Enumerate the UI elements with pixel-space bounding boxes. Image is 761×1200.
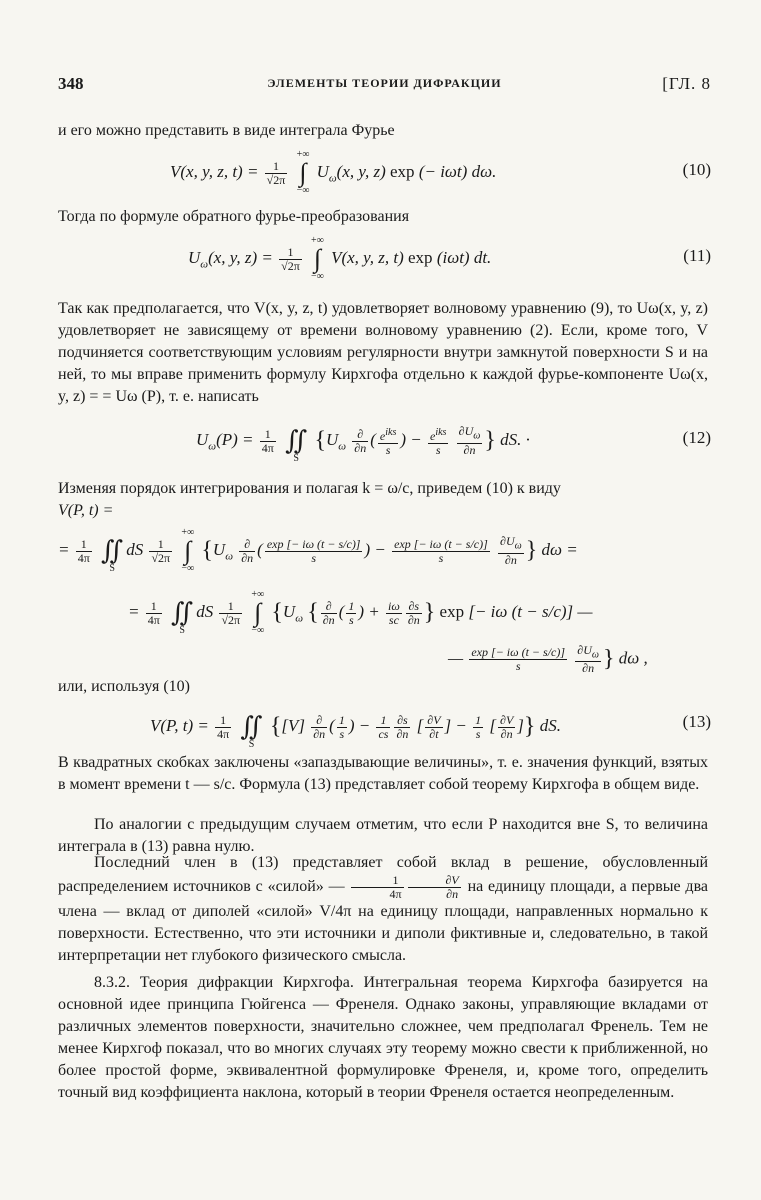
- vpt-label: V(P, t) =: [58, 502, 114, 519]
- equation-10: V(x, y, z, t) = $\frac{1}{√2\pi}$ +∞ ∫ −∞ $U_\omega(x$, y, z) exp (− iωt) dω.: [170, 149, 497, 196]
- running-header: [58, 74, 711, 96]
- derivation-line-1: = $\frac{1}{4\pi}$ ∬ SdS $\frac{1}{√2\pi}$ +∞ ∫ −∞ {$U_\omega$ $\frac{\partial}{\partial n}$ ( $\frac{\exp [- i\omega (t - s/c)]}{s}$ ) − $\frac{\exp [- i\omega (t - s/c)]}{s}$ $\frac{\partial U_\omega}{\partial n}$ } dω =: [58, 527, 578, 574]
- last-term-paragraph: Последний член в (13) представляет собой вклад в решение, обусловленный распределением источников с «силой» — $\frac{1}{4\pi}$ $\frac{\partial V}{\partial n}$ на единицу площади, а первые два члена — вклад от диполей «силой» V/4π на единицу площади, направленных нормально к поверхности. Естественно, что эти источники и диполи фиктивные и, следовательно, в такой интерпретации нет глубокого физического смысла.: [58, 854, 709, 964]
- equation-10-number: (10): [682, 160, 711, 179]
- last-term-text-3: первые два члена — вклад от диполей «силой» V/4π на единицу площади, направленных нормально к поверхности. Естественно, что эти источники и диполи фиктивные и, следовательно, в такой интерпретации нет глубокого физического смысла.: [58, 878, 709, 964]
- equation-12-number: (12): [682, 428, 711, 447]
- equation-12: $U_\omega(P)$ = $\frac{1}{4\pi}$ ∬ S {$U_\omega$ $\frac{\partial}{\partial n}$ ( $\frac{e^{iks}}{s}$ ) − $\frac{e^{iks}}{s}$ $\frac{\partial U_\omega}{\partial n}$ } dS. ·: [196, 424, 530, 464]
- equation-13: V(P, t) = $\frac{1}{4\pi}$ ∬ S {[V] $\frac{\partial}{\partial n}$ ( $\frac{1}{s}$ ) − $\frac{1}{cs}$ $\frac{\partial s}{\partial n}$ [ $\frac{\partial V}{\partial t}$ ] − $\frac{1}{s}$ [ $\frac{\partial V}{\partial n}$ ]} dS.: [150, 712, 561, 750]
- or-using-text: или, используя (10): [58, 678, 191, 695]
- last-term-text-1: Последний член в (13) представляет собой вклад в решение, обусловленный распределением источников с «силой» —: [58, 854, 708, 896]
- equation-11: $U_\omega(x$, y, z) = $\frac{1}{√2\pi}$ +∞ ∫ −∞ V(x, y, z, t) exp (iωt) dt.: [188, 235, 492, 282]
- derivation-line-3: — $\frac{\exp [- i\omega (t - s/c)]}{s}$ $\frac{\partial U_\omega}{\partial n}$ } dω ,: [448, 643, 648, 676]
- assumption-paragraph: Так как предполагается, что V(x, y, z, t) удовлетворяет волновому уравнению (9), то Uω(x, y, z) удовлетворяет не зависящему от времени волновому уравнению (2). Если, кроме того, V подчиняется соответствующим условиям регулярности внутри замкнутой поверхности S и на ней, то мы вправе применить формулу Кирхгофа отдельно к каждой фурье-компоненте Uω(x, y, z) = = Uω (P), т. е. написать: [58, 300, 708, 405]
- change-order-text: Изменяя порядок интегрирования и полагая k = ω/c, приведем (10) к виду: [58, 480, 561, 497]
- source-strength-fraction: $\frac{1}{4\pi}$: [351, 874, 403, 901]
- brackets-paragraph: В квадратных скобках заключены «запаздывающие величины», т. е. значения функций, взятых в момент времени t — s/c. Формула (13) представляет собой теорему Кирхгофа в общем виде.: [58, 754, 708, 793]
- intro-text: и его можно представить в виде интеграла Фурье: [58, 122, 395, 139]
- analogy-paragraph: По аналогии с предыдущим случаем отметим, что если P находится вне S, то величина интеграла в (13) равна нулю.: [58, 816, 708, 855]
- page-number: 348: [58, 74, 84, 93]
- equation-11-number: (11): [683, 246, 711, 265]
- running-title: ЭЛЕМЕНТЫ ТЕОРИИ ДИФРАКЦИИ: [267, 76, 502, 90]
- section-8-3-2-paragraph: 8.3.2. Теория дифракции Кирхгофа. Интегральная теорема Кирхгофа базируется на основной идее принципа Гюйгенса — Френеля. Однако законы, управляющие вкладами от различных элементов поверхности, значительно сложнее, чем предполагал Френель. Тем не менее Кирхгоф показал, что во многих случаях эту теорему можно свести к приближенной, но более простой форме, эквивалентной формулировке Френеля, и, кроме того, определить точный вид коэффициента наклона, который в теории Френеля остается неопределенным.: [58, 974, 708, 1101]
- equation-13-number: (13): [682, 712, 711, 731]
- last-term-text-2: на единицу площади, а: [467, 878, 627, 896]
- derivation-line-2: = $\frac{1}{4\pi}$ ∬ SdS $\frac{1}{√2\pi}$ +∞ ∫ −∞ {$U_\omega$ { $\frac{\partial}{\partial n}$ ( $\frac{1}{s}$ ) + $\frac{i\omega}{sc}$ $\frac{\partial s}{\partial n}$ } exp [− iω (t − s/c)] —: [128, 589, 593, 636]
- inverse-transform-text: Тогда по формуле обратного фурье-преобразования: [58, 208, 410, 225]
- chapter-label: [ГЛ. 8: [662, 74, 711, 93]
